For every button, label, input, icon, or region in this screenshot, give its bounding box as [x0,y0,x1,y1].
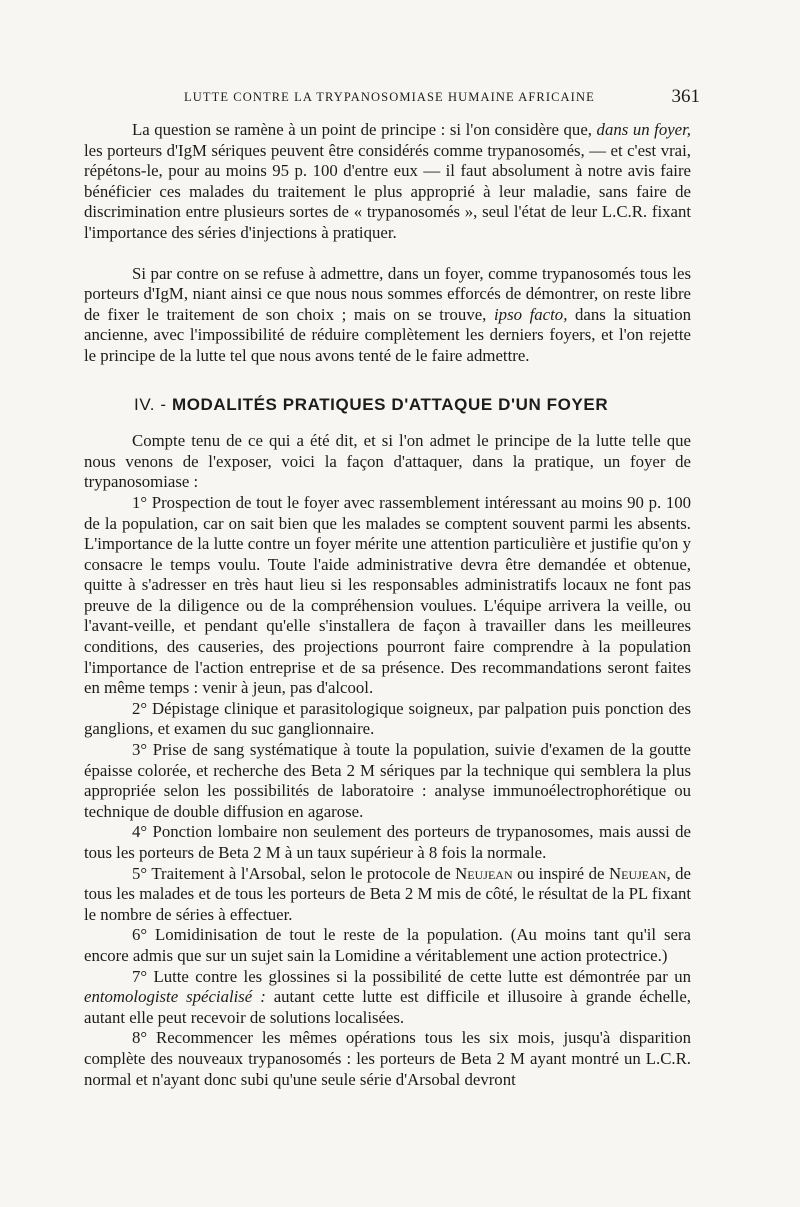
paragraph-intro: Compte tenu de ce qui a été dit, et si l'on admet le principe de la lutte telle que nous venons de l'exposer, voici la façon d'attaquer, dans la pratique, un foyer de trypanosomiase : [84,431,691,492]
list-item-2: 2° Dépistage clinique et parasitologique soigneux, par palpation puis ponction des ganglions, et examen du suc ganglionnaire. [84,698,691,739]
text-run: La question se ramène à un point de principe : si l'on considère que, [132,120,597,139]
page-body [84,120,691,1090]
text-run: les porteurs d'IgM sériques peuvent être considérés comme trypanosomés, — et c'est vrai, répétons-le, pour au moins 95 p. 100 d'entre eux — il faut absolument à notre avis faire bénéficier ces malades du traitement le plus approprié à leur maladie, sans faire de discrimination entre plusieurs sortes de « trypanosomés », seul l'état de leur L.C.R. fixant l'importance des séries d'injections à pratiquer. [84,140,691,242]
list-item-4: 4° Ponction lombaire non seulement des porteurs de trypanosomes, mais aussi de tous les porteurs de Beta 2 M à un taux supérieur à 8 fois la normale. [84,822,691,862]
emphasis-text: entomologiste spécialisé : [84,987,266,1007]
paragraph-alternative [84,264,691,367]
list-item-3: 3° Prise de sang systématique à toute la population, suivie d'examen de la goutte épaisse colorée, et recherche des Beta 2 M sériques par la technique qui semblera la plus appropriée selon les possibilités de laboratoire : analyse immunoélectrophorétique ou technique de double diffusion en agarose. [84,740,691,821]
section-number: IV. - [134,394,172,414]
text-run: autant cette lutte est difficile et illusoire à grande échelle, autant elle peut recevoir de solutions localisées. [84,987,691,1027]
author-name: Neujean [455,863,513,883]
page-number: 361 [671,86,700,107]
list-item-6: 6° Lomidinisation de tout le reste de la population. (Au moins tant qu'il sera encore admis que sur un sujet sain la Lomidine a véritablement une action protectrice.) [84,925,691,965]
text-run: 7° Lutte contre les glossines si la possibilité de cette lutte est démontrée par un [132,966,691,986]
paragraph-principle [84,120,691,244]
emphasis-text: dans un foyer, [596,120,691,139]
list-item-7 [84,967,691,1029]
text-run: 5° Traitement à l'Arsobal, selon le protocole de [132,863,456,883]
list-item-8: 8° Recommencer les mêmes opérations tous les six mois, jusqu'à disparition complète des nouveaux trypanosomés : les porteurs de Beta 2 M ayant montré un L.C.R. normal et n'ayant donc subi qu'une seule série d'Arsobal devront [84,1028,691,1089]
text-run: dans la situation ancienne, avec l'impossibilité de réduire complètement les derniers foyers, et l'on rejette le principe de la lutte tel que nous avons tenté de le faire admettre. [84,304,691,365]
text-run: , de tous les malades et de tous les porteurs de Beta 2 M mis de côté, le résultat de la PL fixant le nombre de séries à effectuer. [84,863,692,924]
page-header [84,86,700,110]
text-run: ou inspiré de [512,863,609,883]
section-heading [134,395,691,416]
list-item-5 [84,864,691,926]
section-title: MODALITÉS PRATIQUES D'ATTAQUE D'UN FOYER [171,394,609,414]
running-title: LUTTE CONTRE LA TRYPANOSOMIASE HUMAINE AFRICAINE [184,90,595,104]
author-name: Neujean [609,863,667,883]
list-item-1: 1° Prospection de tout le foyer avec rassemblement intéressant au moins 90 p. 100 de la population, car on sait bien que les malades se comptent souvent parmi les absents. L'importance de la lutte contre un foyer mérite une attention particulière et justifie qu'on y consacre le temps voulu. Toute l'aide administrative devra être demandée et obtenue, quitte à s'adresser en très haut lieu si les responsables administratifs locaux ne font pas preuve de la diligence ou de la compréhension voulues. L'équipe arrivera la veille, ou l'avant-veille, et pendant qu'elle s'installera de façon à travailler dans les meilleures conditions, des causeries, des projections pourront faire comprendre à la population l'importance de l'action entreprise et de sa présence. Des recommandations seront faites en même temps : venir à jeun, pas d'alcool. [84,492,691,698]
text-run: Si par contre on se refuse à admettre, dans un foyer, comme trypanosomés tous les porteurs d'IgM, niant ainsi ce que nous nous sommes efforcés de démontrer, on reste libre de fixer le traitement de son choix ; mais on se trouve, [84,263,691,324]
emphasis-text: ipso facto, [494,304,568,324]
